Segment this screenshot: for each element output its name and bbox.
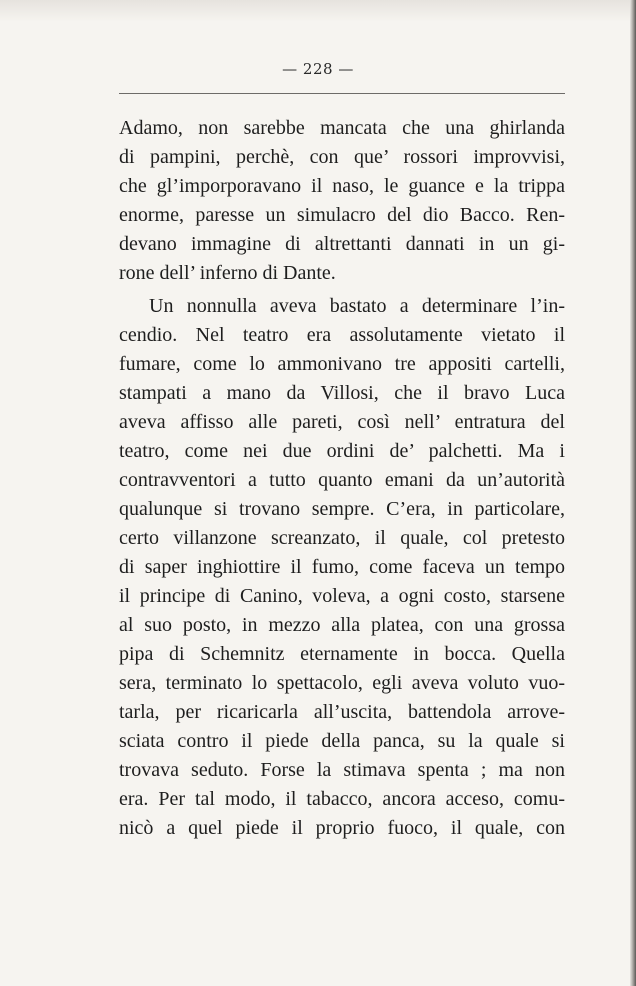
text-line: enorme, paresse un simulacro del dio Bacco. Ren- (119, 204, 565, 226)
text-line: era. Per tal modo, il tabacco, ancora acceso, comu- (119, 788, 565, 810)
text-line: Adamo, non sarebbe mancata che una ghirlanda (119, 117, 565, 139)
text-line: stampati a mano da Villosi, che il bravo Luca (119, 382, 565, 404)
text-line: devano immagine di altrettanti dannati in un gi- (119, 233, 565, 255)
paragraph (119, 114, 565, 288)
header-rule (119, 93, 565, 94)
text-line: sera, terminato lo spettacolo, egli aveva voluto vuo- (119, 672, 565, 694)
text-line: aveva affisso alle pareti, così nell’ entratura del (119, 411, 565, 433)
text-line: di pampini, perchè, con que’ rossori improvvisi, (119, 146, 565, 168)
text-line: sciata contro il piede della panca, su la quale si (119, 730, 565, 752)
text-line: cendio. Nel teatro era assolutamente vietato il (119, 324, 565, 346)
text-line: fumare, come lo ammonivano tre appositi cartelli, (119, 353, 565, 375)
text-line: il principe di Canino, voleva, a ogni costo, starsene (119, 585, 565, 607)
text-line: certo villanzone screanzato, il quale, col pretesto (119, 527, 565, 549)
binding-edge (630, 0, 636, 986)
text-line: al suo posto, in mezzo alla platea, con una grossa (119, 614, 565, 636)
text-line: Un nonnulla aveva bastato a determinare l’in- (149, 295, 565, 317)
text-line: contravventori a tutto quanto emani da un’autorità (119, 469, 565, 491)
text-line: qualunque si trovano sempre. C’era, in particolare, (119, 498, 565, 520)
paragraph (119, 292, 565, 843)
page-number: — 228 — (282, 60, 354, 78)
text-line: nicò a quel piede il proprio fuoco, il quale, con (119, 817, 565, 839)
body-text (119, 114, 565, 843)
text-line: tarla, per ricaricarla all’uscita, battendola arrove- (119, 701, 565, 723)
text-line: pipa di Schemnitz eternamente in bocca. Quella (119, 643, 565, 665)
text-line: rone dell’ inferno di Dante. (119, 262, 336, 284)
text-line: di saper inghiottire il fumo, come faceva un tempo (119, 556, 565, 578)
text-line: che gl’imporporavano il naso, le guance e la trippa (119, 175, 565, 197)
text-line: teatro, come nei due ordini de’ palchetti. Ma i (119, 440, 565, 462)
text-line: trovava seduto. Forse la stimava spenta ; ma non (119, 759, 565, 781)
